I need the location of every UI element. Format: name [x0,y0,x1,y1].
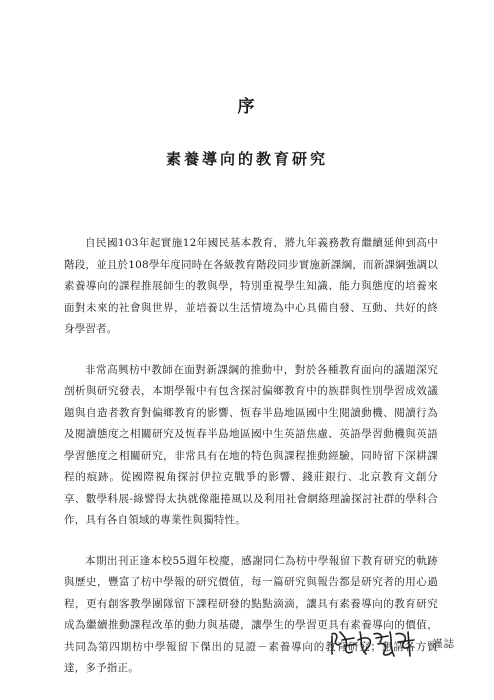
signature-note: 謹誌 [432,637,455,650]
preface-subheading: 素養導向的教育研究 [165,150,328,168]
preface-heading: 序 [237,97,257,117]
preface-paragraph-1: 自民國103年起實施12年國民基本教育，將九年義務教育繼續延伸到高中階段，並且於108學年度同時在各級教育階段同步實施新課綱，而新課綱強調以素養導向的課程推展師生的教與學，特別重視學生知識、能力與態度的培養來面對未來的社會與世界，並培養以生活情境為中心具備自發、互動、共好的終身學習者。 [64,237,438,335]
signature-block [326,626,455,660]
handwritten-signature [326,626,422,660]
preface-paragraph-2: 非常高興枋中教師在面對新課綱的推動中，對於各種教育面向的議題深究剖析與研究發表，本期學報中有包含探討偏鄉教育中的族群與性別學習成效議題與自造者教育對偏鄉教育的影響、恆春半島地區國中生閱讀動機、閱讀行為及閱讀態度之相關研究及恆春半島地區國中生英語焦慮、英語學習動機與英語學習態度之相關研究，非常具有在地的特色與課程推動經驗，同時留下深耕課程的痕跡。從國際視角探討伊拉克戰爭的影響、錢莊銀行、北京教育文創分享、數學科展-綠譬得太执就像龍捲風以及利用社會網絡理論探討社群的學科合作，具有各自領域的專業性與獨特性。 [64,363,438,526]
preface-paragraph-3: 本期出刊正逢本校55週年校慶，感謝同仁為枋中學報留下教育研究的軌跡與歷史，豐富了枋中學報的研究價值，每一篇研究與報告都是研究者的用心過程，更有創客教學團隊留下課程研發的點點滴滴，讓具有素養導向的教育研究成為繼續推動課程改革的動力與基礎，讓學生的學習更具有素養導向的價值，共同為第四期枋中學報留下傑出的見證－素養導向的教育研究；懇請各方賢達，多予指正。 [64,554,438,674]
